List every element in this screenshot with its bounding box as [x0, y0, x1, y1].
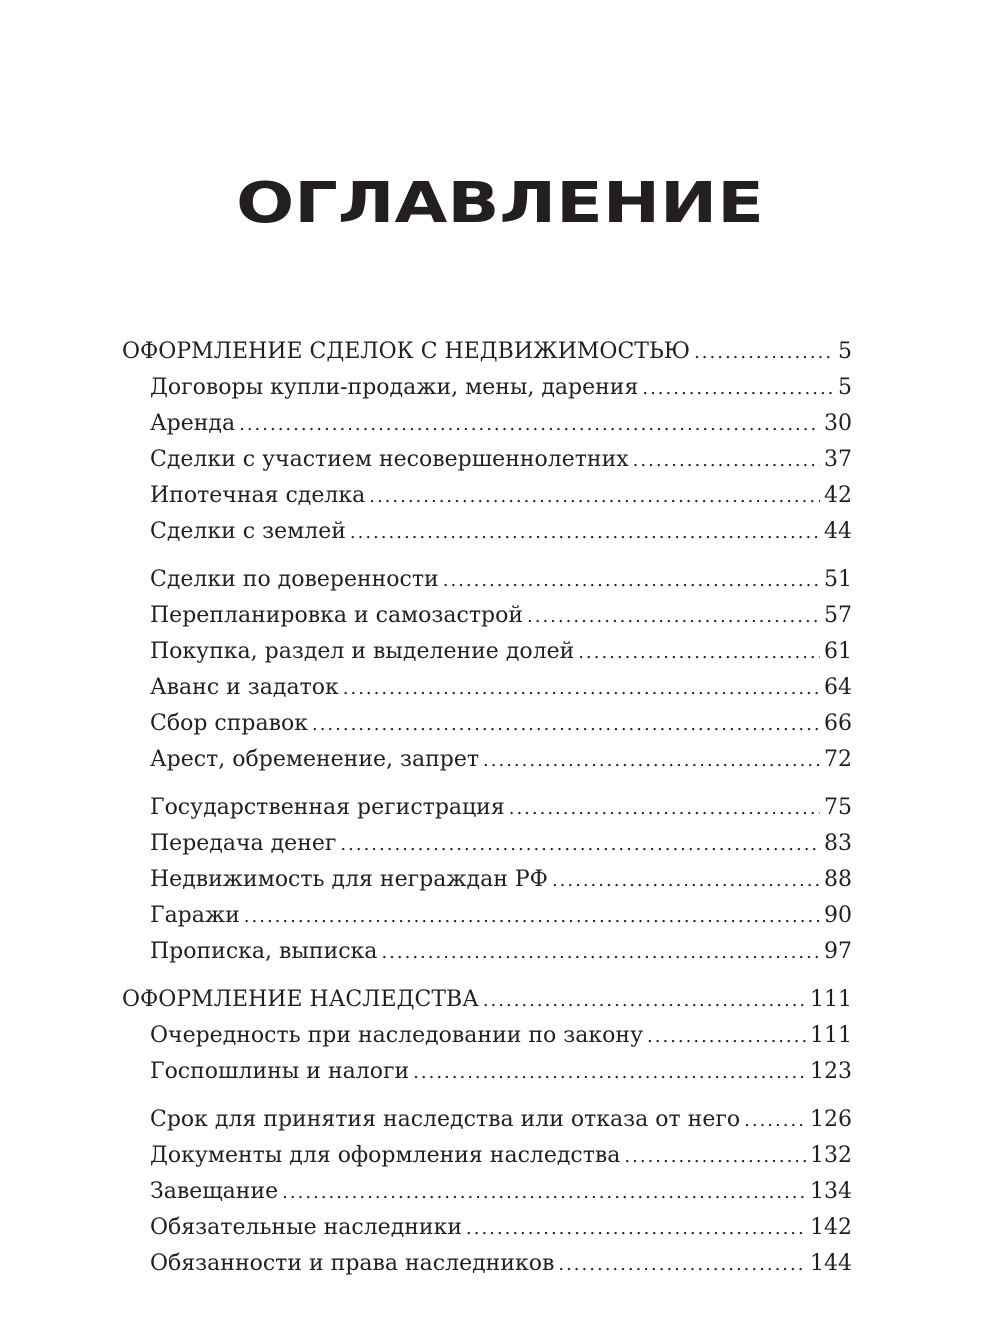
toc-dot-leader [340, 827, 820, 862]
toc-entry-page-number: 123 [810, 1059, 852, 1084]
toc-entry-title: ОФОРМЛЕНИЕ НАСЛЕДСТВА [122, 982, 481, 1018]
toc-entry-page-number: 61 [824, 639, 852, 664]
toc-entry[interactable] [0, 634, 852, 670]
toc-entry-title: Арест, обременение, запрет [150, 742, 481, 778]
toc-entry-title: Аванс и задаток [150, 670, 341, 706]
toc-dot-leader [343, 671, 820, 706]
toc-entry-title: Перепланировка и самозастрой [150, 598, 525, 634]
toc-entry-title: Обязательные наследники [150, 1210, 464, 1246]
toc-entry-title: Гаражи [150, 898, 242, 934]
toc-dot-leader [312, 707, 820, 742]
toc-entry-page-number: 111 [810, 987, 852, 1012]
toc-entry-title: Завещание [150, 1174, 280, 1210]
toc-dot-leader [483, 983, 806, 1018]
toc-entry-page-number: 64 [824, 675, 852, 700]
toc-dot-leader [413, 1055, 806, 1090]
toc-dot-leader [578, 635, 820, 670]
toc-entry-title: Договоры купли-продажи, мены, дарения [150, 370, 640, 406]
toc-entry[interactable] [0, 370, 852, 406]
toc-entry-page-number: 97 [824, 939, 852, 964]
toc-dot-leader [509, 791, 820, 826]
toc-dot-leader [369, 479, 820, 514]
toc-entry[interactable] [0, 1018, 852, 1054]
toc-section-entry[interactable] [0, 334, 852, 370]
toc-entry-title: Сделки с землей [150, 514, 348, 550]
toc-entry[interactable] [0, 1174, 852, 1210]
toc-entry[interactable] [0, 862, 852, 898]
toc-dot-leader [527, 599, 820, 634]
toc-entry[interactable] [0, 478, 852, 514]
toc-entry-title: Аренда [150, 406, 237, 442]
toc-entry[interactable] [0, 1246, 852, 1282]
toc-entry-page-number: 83 [824, 831, 852, 856]
toc-entry[interactable] [0, 670, 852, 706]
toc-entry[interactable] [0, 934, 852, 970]
toc-entry-title: Прописка, выписка [150, 934, 379, 970]
toc-entry[interactable] [0, 406, 852, 442]
toc-entry[interactable] [0, 1054, 852, 1090]
toc-dot-leader [483, 743, 820, 778]
toc-entry[interactable] [0, 598, 852, 634]
toc-dot-leader [466, 1211, 806, 1246]
toc-entry[interactable] [0, 1210, 852, 1246]
toc-entry-title: Сделки по доверенности [150, 562, 441, 598]
toc-entry-title: Покупка, раздел и выделение долей [150, 634, 576, 670]
toc-dot-leader [443, 563, 820, 598]
toc-entry-page-number: 42 [824, 483, 852, 508]
toc-entry-page-number: 37 [824, 447, 852, 472]
page-title: ОГЛАВЛЕНИЕ [236, 171, 764, 236]
toc-entry-title: Обязанности и права наследников [150, 1246, 556, 1282]
toc-dot-leader [244, 899, 820, 934]
toc-entry-page-number: 132 [810, 1143, 852, 1168]
toc-entry-page-number: 66 [824, 711, 852, 736]
toc-entry-title: Ипотечная сделка [150, 478, 367, 514]
toc-entry-page-number: 75 [824, 795, 852, 820]
toc-entry-page-number: 51 [824, 567, 852, 592]
toc-entry-page-number: 142 [810, 1215, 852, 1240]
table-of-contents [0, 334, 1000, 1282]
toc-dot-leader [647, 1019, 806, 1054]
toc-entry-page-number: 57 [824, 603, 852, 628]
toc-entry-page-number: 90 [824, 903, 852, 928]
toc-entry-title: Очередность при наследовании по закону [150, 1018, 645, 1054]
toc-entry[interactable] [0, 1138, 852, 1174]
toc-entry[interactable] [0, 442, 852, 478]
toc-dot-leader [694, 335, 834, 370]
toc-entry-title: Сбор справок [150, 706, 310, 742]
toc-entry-page-number: 88 [824, 867, 852, 892]
toc-entry-page-number: 134 [810, 1179, 852, 1204]
toc-dot-leader [624, 1139, 806, 1174]
toc-dot-leader [381, 935, 820, 970]
toc-entry[interactable] [0, 742, 852, 778]
toc-entry-page-number: 30 [824, 411, 852, 436]
toc-entry-title: Государственная регистрация [150, 790, 507, 826]
toc-dot-leader [239, 407, 820, 442]
toc-entry-title: Госпошлины и налоги [150, 1054, 411, 1090]
toc-entry[interactable] [0, 898, 852, 934]
toc-dot-leader [558, 1247, 806, 1282]
toc-entry-page-number: 5 [838, 339, 852, 364]
toc-entry-title: Сделки с участием несовершеннолетних [150, 442, 631, 478]
toc-dot-leader [633, 443, 820, 478]
toc-dot-leader [282, 1175, 806, 1210]
toc-entry[interactable] [0, 790, 852, 826]
toc-entry-page-number: 44 [824, 519, 852, 544]
toc-entry[interactable] [0, 1102, 852, 1138]
toc-dot-leader [744, 1103, 806, 1138]
toc-entry-title: Документы для оформления наследства [150, 1138, 622, 1174]
toc-entry-title: ОФОРМЛЕНИЕ СДЕЛОК С НЕДВИЖИМОСТЬЮ [122, 334, 692, 370]
toc-entry-title: Срок для принятия наследства или отказа от него [150, 1102, 742, 1138]
toc-entry-page-number: 111 [810, 1023, 852, 1048]
toc-entry-page-number: 126 [810, 1107, 852, 1132]
toc-dot-leader [552, 863, 820, 898]
toc-section-entry[interactable] [0, 982, 852, 1018]
toc-entry[interactable] [0, 514, 852, 550]
toc-dot-leader [350, 515, 820, 550]
toc-entry-page-number: 144 [810, 1251, 852, 1276]
toc-entry-title: Недвижимость для неграждан РФ [150, 862, 550, 898]
toc-entry[interactable] [0, 826, 852, 862]
toc-entry[interactable] [0, 706, 852, 742]
toc-dot-leader [642, 371, 834, 406]
toc-entry-page-number: 72 [824, 747, 852, 772]
toc-entry-page-number: 5 [838, 375, 852, 400]
toc-entry[interactable] [0, 562, 852, 598]
toc-entry-title: Передача денег [150, 826, 338, 862]
